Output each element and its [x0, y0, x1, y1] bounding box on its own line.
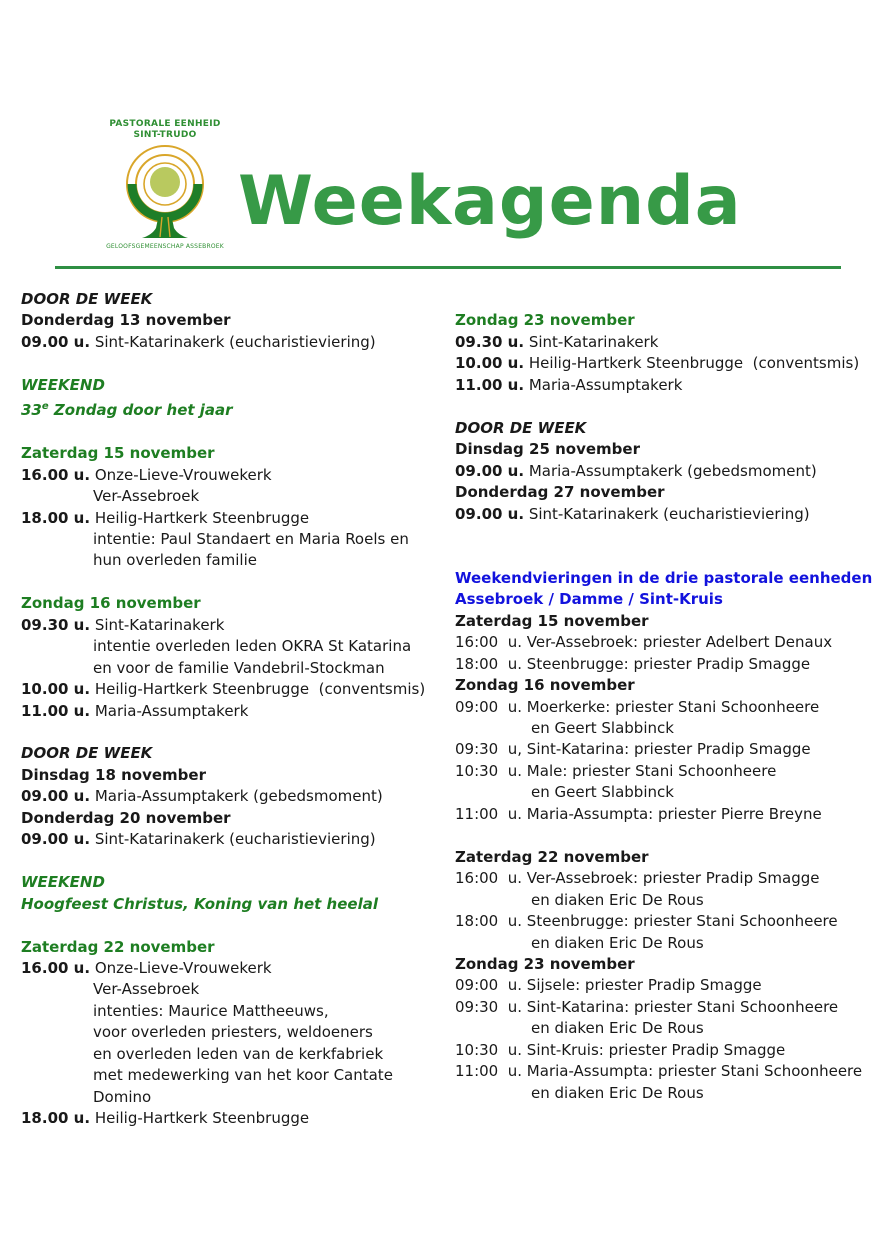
time-label: 09.30 u.	[455, 332, 525, 351]
service-continuation: en diaken Eric De Rous	[531, 890, 704, 909]
time-label: 18.00 u.	[21, 1109, 91, 1128]
page-title: Weekagenda	[238, 162, 742, 241]
event-continuation: voor overleden priesters, weldoeners	[93, 1023, 373, 1042]
service-line: 18:00 u. Steenbrugge: priester Pradip Smagge	[455, 654, 811, 673]
time-label: 09.30 u.	[21, 615, 91, 634]
weekend-heading: Hoogfeest Christus, Koning van het heelal	[21, 894, 378, 913]
logo-title-line1: PASTORALE EENHEID	[109, 119, 221, 129]
event-continuation: en voor de familie Vandebril-Stockman	[93, 658, 385, 677]
event-continuation: intenties: Maurice Mattheeuws,	[93, 1001, 329, 1020]
event-continuation: intentie: Paul Standaert en Maria Roels en	[93, 529, 409, 548]
service-line: 10:30 u. Sint-Kruis: priester Pradip Smagge	[455, 1040, 786, 1059]
event-line: 09.00 u. Sint-Katarinakerk (eucharistieviering)	[21, 830, 376, 849]
event-line: 09.00 u. Maria-Assumptakerk (gebedsmoment)	[21, 787, 383, 806]
date-heading: Dinsdag 18 november	[21, 765, 206, 784]
time-label: 09.00 u.	[455, 504, 525, 523]
weekend-heading: WEEKEND	[21, 375, 105, 394]
right-column	[455, 289, 873, 1104]
section-label: DOOR DE WEEK	[21, 744, 153, 763]
event-continuation: hun overleden familie	[93, 551, 257, 570]
service-continuation: en diaken Eric De Rous	[531, 933, 704, 952]
divider-line	[55, 266, 841, 269]
service-line: 09:00 u. Sijsele: priester Pradip Smagge	[455, 976, 762, 995]
event-continuation: met medewerking van het koor Cantate	[93, 1066, 393, 1085]
date-heading-green: Zaterdag 15 november	[21, 444, 215, 463]
date-heading: Donderdag 13 november	[21, 311, 231, 330]
date-heading-green: Zaterdag 22 november	[21, 937, 215, 956]
time-label: 16.00 u.	[21, 465, 91, 484]
service-line: 18:00 u. Steenbrugge: priester Stani Schoonheere	[455, 912, 838, 931]
date-heading: Zaterdag 15 november	[455, 611, 649, 630]
date-heading: Dinsdag 25 november	[455, 440, 640, 459]
time-label: 18.00 u.	[21, 508, 91, 527]
weekend-heading: WEEKEND	[21, 873, 105, 892]
section-label: DOOR DE WEEK	[21, 290, 153, 308]
service-continuation: en Geert Slabbinck	[531, 783, 674, 802]
spacer	[455, 546, 867, 567]
weekend-services-heading: Weekendvieringen in de drie pastorale eenheden	[455, 568, 873, 587]
date-heading: Zondag 16 november	[455, 676, 635, 695]
date-heading: Donderdag 20 november	[21, 808, 231, 827]
date-heading-green: Zondag 16 november	[21, 594, 201, 613]
date-heading: Zondag 23 november	[455, 954, 635, 973]
time-label: 09.00 u.	[21, 787, 91, 806]
logo-subtitle: GELOOFSGEMEENSCHAP ASSEBROEK	[106, 243, 224, 250]
event-line: 09.00 u. Sint-Katarinakerk (eucharistieviering)	[455, 504, 810, 523]
event-continuation: Ver-Assebroek	[93, 980, 200, 999]
superscript: e	[41, 401, 49, 413]
event-line: 09.30 u. Sint-Katarinakerk	[21, 615, 225, 634]
spacer	[455, 825, 867, 846]
event-continuation: Ver-Assebroek	[93, 487, 200, 506]
event-line: 18.00 u. Heilig-Hartkerk Steenbrugge	[21, 508, 310, 527]
event-continuation: en overleden leden van de kerkfabriek	[93, 1044, 384, 1063]
event-line: 11.00 u. Maria-Assumptakerk	[21, 701, 249, 720]
event-line: 10.00 u. Heilig-Hartkerk Steenbrugge (conventsmis)	[21, 680, 426, 699]
spacer	[21, 353, 451, 374]
service-line: 11:00 u. Maria-Assumpta: priester Stani Schoonheere	[455, 1062, 863, 1081]
service-line: 16:00 u. Ver-Assebroek: priester Adelbert Denaux	[455, 633, 833, 652]
logo-title-line2: SINT-TRUDO	[133, 130, 197, 140]
spacer	[21, 851, 451, 872]
time-label: 11.00 u.	[455, 375, 525, 394]
service-continuation: en diaken Eric De Rous	[531, 1019, 704, 1038]
date-heading-green: Zondag 23 november	[455, 311, 635, 330]
time-label: 09.00 u.	[455, 461, 525, 480]
spacer	[455, 525, 867, 546]
time-label: 16.00 u.	[21, 958, 91, 977]
spacer	[455, 289, 867, 310]
parish-logo	[98, 119, 232, 250]
date-heading: Donderdag 27 november	[455, 483, 665, 502]
time-label: 09.00 u.	[21, 332, 91, 351]
service-line: 09:30 u. Sint-Katarina: priester Stani Schoonheere	[455, 997, 839, 1016]
event-continuation: Domino	[93, 1087, 152, 1106]
time-label: 09.00 u.	[21, 830, 91, 849]
event-line: 09.00 u. Maria-Assumptakerk (gebedsmoment)	[455, 461, 817, 480]
section-label: DOOR DE WEEK	[455, 418, 587, 437]
spacer	[21, 915, 451, 936]
service-continuation: en Geert Slabbinck	[531, 719, 674, 737]
service-continuation: en diaken Eric De Rous	[531, 1083, 704, 1102]
event-line: 16.00 u. Onze-Lieve-Vrouwekerk	[21, 958, 272, 977]
weekend-services-heading: Assebroek / Damme / Sint-Kruis	[455, 590, 723, 609]
spacer	[455, 396, 867, 417]
time-label: 10.00 u.	[21, 680, 91, 699]
time-label: 10.00 u.	[455, 354, 525, 373]
service-line: 09:30 u, Sint-Katarina: priester Pradip Smagge	[455, 740, 811, 759]
chalice-logo-icon	[99, 144, 231, 242]
service-line: 16:00 u. Ver-Assebroek: priester Pradip Smagge	[455, 869, 820, 888]
date-heading: Zaterdag 22 november	[455, 847, 649, 866]
service-line: 11:00 u. Maria-Assumpta: priester Pierre Breyne	[455, 804, 822, 823]
event-line: 16.00 u. Onze-Lieve-Vrouwekerk	[21, 465, 272, 484]
spacer	[21, 572, 451, 593]
spacer	[21, 422, 451, 443]
event-continuation: intentie overleden leden OKRA St Katarina	[93, 637, 412, 656]
event-line: 09.30 u. Sint-Katarinakerk	[455, 332, 659, 351]
weekend-heading: 33e Zondag door het jaar	[21, 401, 233, 420]
service-line: 10:30 u. Male: priester Stani Schoonheere	[455, 761, 777, 780]
left-column	[21, 289, 451, 1130]
time-label: 11.00 u.	[21, 701, 91, 720]
event-line: 18.00 u. Heilig-Hartkerk Steenbrugge	[21, 1109, 310, 1128]
spacer	[21, 722, 451, 743]
event-line: 09.00 u. Sint-Katarinakerk (eucharistieviering)	[21, 332, 376, 351]
event-line: 11.00 u. Maria-Assumptakerk	[455, 375, 683, 394]
service-line: 09:00 u. Moerkerke: priester Stani Schoonheere	[455, 697, 820, 716]
event-line: 10.00 u. Heilig-Hartkerk Steenbrugge (conventsmis)	[455, 354, 860, 373]
